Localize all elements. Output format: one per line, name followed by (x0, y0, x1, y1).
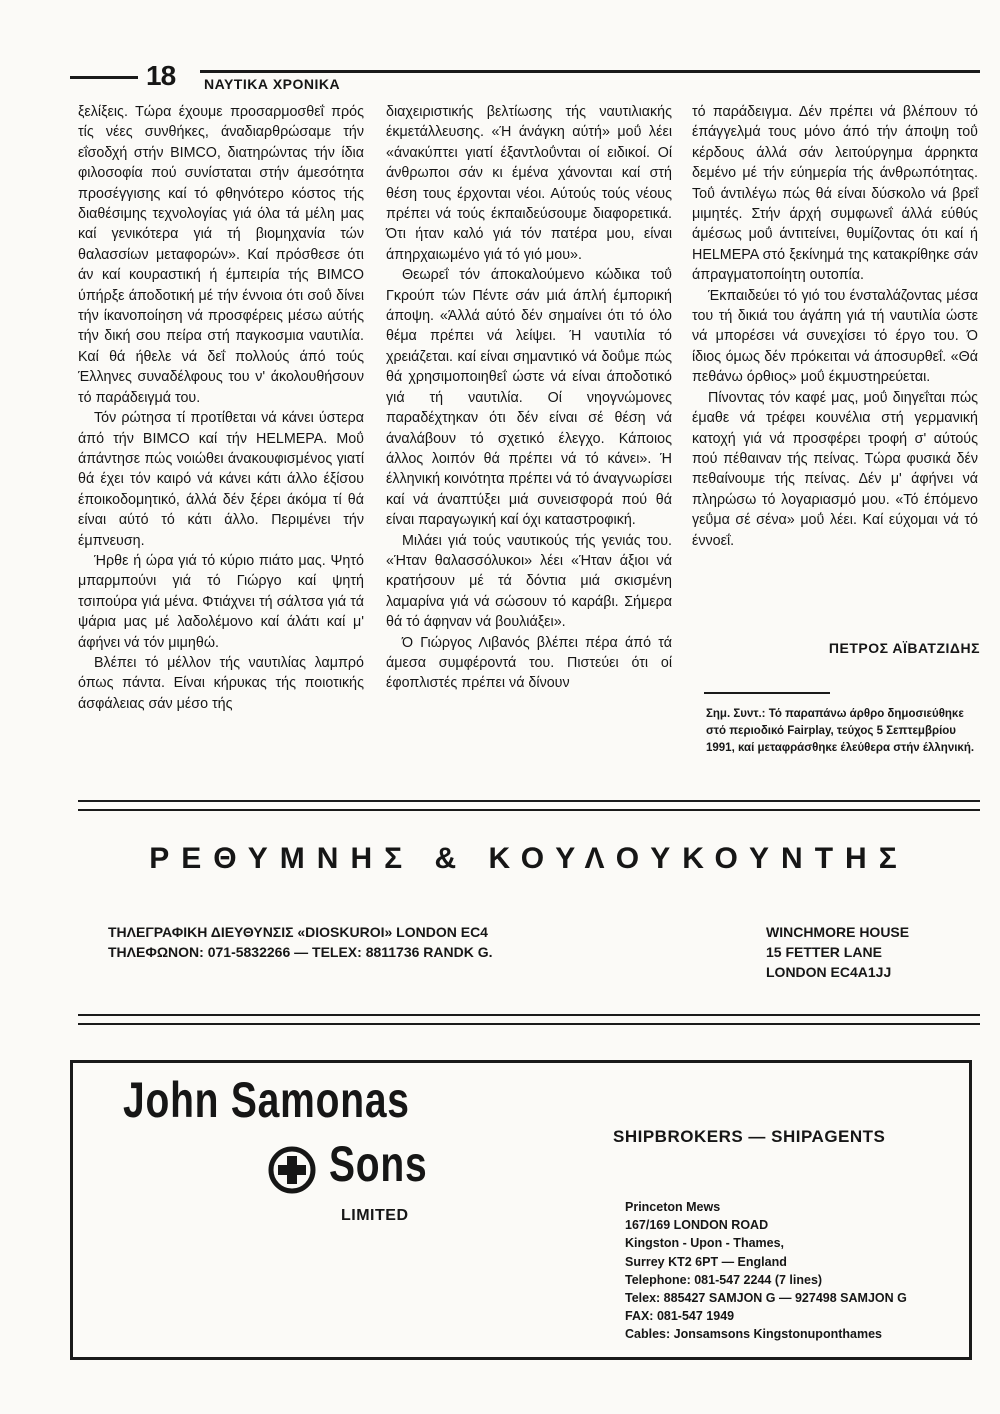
paragraph: Ήρθε ή ώρα γιά τό κύριο πιάτο μας. Ψητό μπαρμπούνι γιά τό Γιώργο καί ψητή τσιπούρα γιά μένα. Φτιάχνει τή σάλτσα γιά τά ψάρια μας μέ λαδολέμονο καί άλάτι καί μ' άφήνει νά τόν μιμηθώ. (78, 552, 364, 651)
paragraph: Θεωρεΐ τόν άποκαλούμενο κώδικα τοΰ Γκρούπ τών Πέντε σάν μιά άπλή έμπορική άποψη. «Άλλά αύτό δέν σημαίνει ότι τό όλο θέμα πρέπει νά λείψει. Ή ναυτιλία τό χρειάζεται. καί είναι σημαντικό νά δοΰμε πώς θά χρησιμοποιηθεΐ ώστε νά είναι άποδοτικό γιά τή ναυτιλία. Οί νηογνώμονες παραδέχτηκαν ότι δέν είναι σέ θέση νά άναλάβουν τό σχετικό έλεγχο. Κάποιος άλλος λοιπόν θά πρέπει νά τό κάνει». Ή έλληνική κοινότητα πρέπει νά τό άναγνωρίσει καί νά άναπτύξει μιά συνεισφορά πού θά είναι παραγωγική καί όχι καταστροφική. (386, 267, 672, 529)
phone-telex-line: ΤΗΛΕΦΩΝΟΝ: 071-5832266 — TELEX: 8811736 RANDK G. (108, 944, 493, 960)
paragraph: Πίνοντας τόν καφέ μας, μοΰ διηγεΐται πώς έμαθε νά τρέφει κουνέλια στή γερμανική κατοχή γιά νά προσφέρει τροφή σ' αύτούς πού πέθαιναν τής πείνας. Τώρα φυσικά δέν πεθαίνουμε τής πείνας. Δέν μ' άφήνει νά πληρώσω τό λογαριασμό μου. «Τό έπόμενο γεΰμα σέ σένα» μοΰ λέει. Καί εύχομαι νά τό έννοεΐ. (692, 389, 978, 549)
contact-line: Cables: Jonsamsons Kingstonuponthames (625, 1327, 882, 1342)
contact-line: FAX: 081-547 1949 (625, 1309, 735, 1324)
contact-line: 167/169 LONDON ROAD (625, 1218, 769, 1233)
brand-name-line2: Sons (329, 1136, 428, 1192)
paragraph: Ό Γιώργος Λιβανός βλέπει πέρα άπό τά άμεσα συμφέροντά του. Πιστεύει ότι οί έφοπλιστές πρέπει νά δίνουν (386, 634, 672, 692)
paragraph: Τόν ρώτησα τί προτίθεται νά κάνει ύστερα άπό τήν BIMCO καί τήν HELMEPA. Μοΰ άπάντησε πώς νοιώθει άνακουφισμένος γιατί θά έχει τόν καιρό νά κάνει κάτι άλλο έξίσου έποικοδομητικό, άλλά δέν ξέρει άκόμα τί θά είναι αύτό τό κάτι άλλο. Περιμένει τήν έμπνευση. (78, 410, 364, 549)
plus-in-circle-icon (267, 1145, 317, 1195)
contact-line: Princeton Mews (625, 1200, 721, 1214)
advert-firm-address (766, 922, 909, 982)
paragraph: διαχειριστικής βελτίωσης τής ναυτιλιακής έκμετάλλευσης. «Ή άνάγκη αύτή» μοΰ λέει «άνακύπτει γιατί έξαντλοΰνται οί ειδικοί. Οί άνθρωποι σάν κι έμένα χάνονται καί στή θέση τους έρχονται νέοι. Αύτούς τούς νέους πρέπει νά τούς έκπαιδεύσουμε διαφορετικά. Ότι ήταν καλό γιά τόν πατέρα μου, είναι άπηρχαιωμένο γιά τό γιό μου». (386, 104, 672, 263)
header-rule-right (200, 70, 980, 73)
page-number: 18 (146, 60, 176, 91)
section-divider (78, 800, 980, 811)
cable-address-line: ΤΗΛΕΓΡΑΦΙΚΗ ΔΙΕΥΘΥΝΣΙΣ «DIOSKUROI» LONDON EC4 (108, 924, 488, 940)
article-column-1 (78, 102, 364, 714)
header-rule-left (70, 76, 138, 79)
paragraph: Έκπαιδεύει τό γιό του ένσταλάζοντας μέσα του τή δικιά του άγάπη γιά τή ναυτιλία ώστε νά μπορέσει νά συνεχίσει τό έργο του. Ό ίδιος όμως δέν πρόκειται νά άποσυρθεΐ. «Θά πεθάνω όρθιος» μοΰ έκμυστηρεύεται. (692, 287, 978, 386)
contact-details (625, 1198, 907, 1344)
paragraph: Βλέπει τό μέλλον τής ναυτιλίας λαμπρό όπως πάντα. Είναι κήρυκας τής ποιοτικής άσφάλειας σάν μέσο τής (78, 654, 364, 712)
advert-firm-name: ΡΕΘΥΜΝΗΣ & ΚΟΥΛΟΥΚΟΥΝΤΗΣ (149, 842, 909, 875)
editor-note: Σημ. Συντ.: Τό παραπάνω άρθρο δημοσιεύθηκε στό περιοδικό Fairplay, τεύχος 5 Σεπτεμβρίου 1991, καί μεταφράσθηκε έλεύθερα στήν έλληνική. (706, 708, 975, 754)
contact-line: Surrey KT2 6PT — England (625, 1254, 787, 1269)
address-line: 15 FETTER LANE (766, 944, 882, 960)
paragraph: τό παράδειγμα. Δέν πρέπει νά βλέπουν τό έπάγγελμά τους μόνο άπό τήν άποψη τοΰ κέρδους άλλά σάν λειτούργημα άρρηκτα δεμένο μέ τήν εύημερία τής άνθρωπότητας. Τοΰ άντιλέγω πώς θά είναι δύσκολο νά βρεΐ μιμητές. Στήν άρχή συμφωνεΐ άλλά εύθύς άμέσως μοΰ άντιτείνει, θυμίζοντας ότι καί ή HELMEPA στό ξεκίνημά της κατακρίθηκε σάν άπραγματοποίητη ουτοπία. (692, 104, 978, 284)
service-tagline: SHIPBROKERS — SHIPAGENTS (613, 1127, 886, 1146)
author-signature: ΠΕΤΡΟΣ ΑΪΒΑΤΖΙΔΗΣ (828, 640, 980, 656)
article-column-3 (692, 102, 978, 551)
page-header (70, 58, 980, 98)
contact-line: Telex: 885427 SAMJON G — 927498 SAMJON G (625, 1291, 907, 1306)
company-suffix: LIMITED (341, 1207, 409, 1224)
samonas-advert (70, 1060, 972, 1360)
address-line: LONDON EC4A1JJ (766, 964, 892, 980)
section-divider (78, 1014, 980, 1025)
brand-name-line1: John Samonas (123, 1072, 410, 1128)
contact-line: Kingston - Upon - Thames, (625, 1236, 785, 1251)
paragraph: Μιλάει γιά τούς ναυτικούς τής γενιάς του. «Ήταν θαλασσόλυκοι» λέει «Ήταν άξιοι νά κρατήσουν μέ τά δόντια μιά σκισμένη λαμαρίνα γιά νά σώσουν τό καράβι. Σήμερα θά τό άφηναν νά βουλιάξει». (386, 532, 672, 631)
note-divider (704, 692, 830, 694)
publication-title: ΝΑΥΤΙΚΑ ΧΡΟΝΙΚΑ (204, 76, 341, 92)
paragraph: ξελίξεις. Τώρα έχουμε προσαρμοσθεΐ πρός τίς νέες συνθήκες, άναδιαρθρώσαμε τήν εΐσοδχή στήν BIMCO, διατηρώντας τήν ίδια φιλοσοφία πού συνίσταται στήν άμεσότητα προσέγγισης καί τό φθηνότερο κόστος τής διαθέσιμης τεχνολογίας γιά όλα τά μέλη μας καί γενικότερα γιά τή βιομηχανία τών θαλασσίων μεταφορών». Καί πρόσθεσε ότι άν καί κουραστική ή έμπειρία τής BIMCO ύπήρξε άποδοτική μέ τήν έννοια ότι σοΰ δίνει τήν ίκανοποίηση νά προσφέρεις μέσω αύτής τήν δική σου πείρα στή παγκοσμια ναυτιλία. Καί θά ήθελε νά δεΐ πολλούς άπό τούς Έλληνες συναδέλφους του ν' άκολουθήσουν τό παράδειγμά του. (78, 104, 364, 406)
advert-firm-cable (108, 922, 493, 962)
address-line: WINCHMORE HOUSE (766, 924, 910, 940)
article-column-2 (386, 102, 672, 694)
contact-line: Telephone: 081-547 2244 (7 lines) (625, 1272, 823, 1287)
